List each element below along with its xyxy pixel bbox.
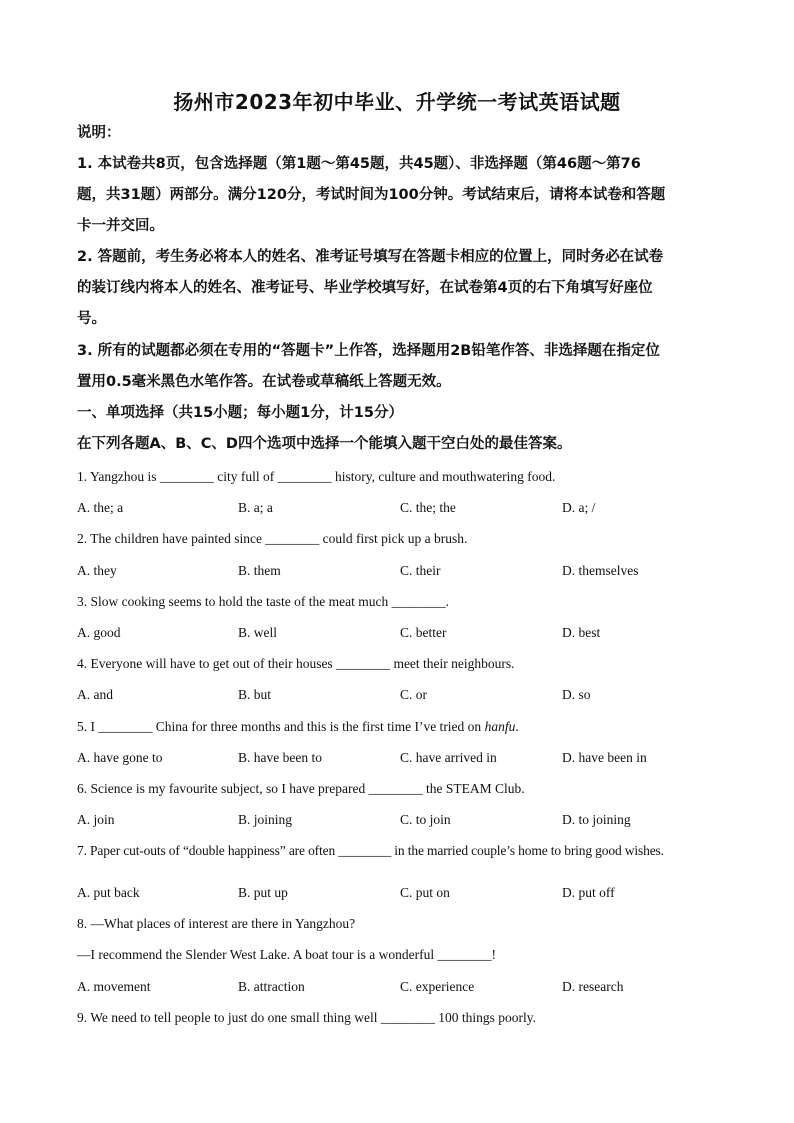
question-stem: 6. Science is my favourite subject, so I have prepared ________ the STEAM Club.: [77, 781, 525, 796]
option-b: B. have been to: [238, 750, 322, 765]
option-a: A. good: [77, 625, 121, 640]
option-a: A. and: [77, 687, 113, 702]
question-stem: 1. Yangzhou is ________ city full of ________ history, culture and mouthwatering food.: [77, 469, 556, 484]
question-stem: 2. The children have painted since ________ could first pick up a brush.: [77, 531, 468, 546]
question-stem-italic: hanfu: [484, 719, 516, 734]
instructions-heading: 说明：: [77, 125, 121, 141]
option-d: D. themselves: [562, 563, 639, 578]
option-c: C. put on: [400, 885, 450, 900]
option-c: C. better: [400, 625, 447, 640]
option-d: D. have been in: [562, 750, 647, 765]
answer-options: [77, 561, 722, 581]
option-a: A. the; a: [77, 500, 124, 515]
instruction-line: 1. 本试卷共8页，包含选择题（第1题～第45题，共45题）、非选择题（第46题～第76: [77, 156, 641, 172]
answer-options: [77, 810, 722, 830]
option-d: D. put off: [562, 885, 615, 900]
answer-options: [77, 685, 722, 705]
page-title: 扬州市2023年初中毕业、升学统一考试英语试题: [173, 90, 621, 114]
option-d: D. best: [562, 625, 601, 640]
option-c: C. have arrived in: [400, 750, 497, 765]
option-d: D. to joining: [562, 812, 631, 827]
instruction-line: 的装订线内将本人的姓名、准考证号、毕业学校填写好，在试卷第4页的右下角填写好座位: [77, 280, 653, 296]
option-c: C. to join: [400, 812, 451, 827]
instruction-line: 3. 所有的试题都必须在专用的“答题卡”上作答，选择题用2B铅笔作答、非选择题在指定位: [77, 343, 660, 359]
option-d: D. research: [562, 979, 624, 994]
option-a: A. movement: [77, 979, 151, 994]
option-c: C. or: [400, 687, 427, 702]
option-d: D. so: [562, 687, 591, 702]
option-c: C. the; the: [400, 500, 456, 515]
question-stem: [77, 717, 722, 737]
question-stem: 4. Everyone will have to get out of their houses ________ meet their neighbours.: [77, 656, 515, 671]
question-stem-reply: —I recommend the Slender West Lake. A boat tour is a wonderful ________!: [77, 947, 496, 962]
question-stem: 9. We need to tell people to just do one small thing well ________ 100 things poorly.: [77, 1010, 536, 1025]
instruction-line: 题，共31题）两部分。满分120分，考试时间为100分钟。考试结束后，请将本试卷和答题: [77, 187, 666, 203]
question-stem-end: .: [515, 719, 519, 734]
option-a: A. put back: [77, 885, 140, 900]
option-d: D. a; /: [562, 500, 596, 515]
option-b: B. a; a: [238, 500, 273, 515]
option-b: B. but: [238, 687, 272, 702]
question-stem-text: 5. I ________ China for three months and this is the first time I’ve tried on: [77, 719, 485, 734]
section-heading: 一、单项选择（共15小题；每小题1分，计15分）: [77, 405, 403, 421]
option-b: B. joining: [238, 812, 293, 827]
option-c: C. their: [400, 563, 441, 578]
instruction-line: 卡一并交回。: [77, 218, 164, 234]
option-a: A. join: [77, 812, 115, 827]
answer-options: [77, 623, 722, 643]
question-stem: 7. Paper cut-outs of “double happiness” are often ________ in the married couple’s home to bring good wishes.: [77, 843, 664, 858]
option-a: A. have gone to: [77, 750, 163, 765]
option-c: C. experience: [400, 979, 475, 994]
answer-options: [77, 748, 722, 768]
instruction-line: 置用0.5毫米黑色水笔作答。在试卷或草稿纸上答题无效。: [77, 374, 451, 390]
answer-options: [77, 977, 722, 997]
question-stem: 3. Slow cooking seems to hold the taste of the meat much ________.: [77, 594, 449, 609]
instruction-line: 号。: [77, 311, 106, 327]
question-stem: 8. —What places of interest are there in Yangzhou?: [77, 916, 356, 931]
option-b: B. attraction: [238, 979, 305, 994]
option-b: B. put up: [238, 885, 288, 900]
option-b: B. them: [238, 563, 281, 578]
answer-options: [77, 498, 722, 518]
section-direction: 在下列各题A、B、C、D四个选项中选择一个能填入题干空白处的最佳答案。: [77, 436, 572, 452]
option-a: A. they: [77, 563, 117, 578]
option-b: B. well: [238, 625, 277, 640]
instruction-line: 2. 答题前，考生务必将本人的姓名、准考证号填写在答题卡相应的位置上，同时务必在试卷: [77, 249, 664, 265]
answer-options: [77, 883, 722, 903]
